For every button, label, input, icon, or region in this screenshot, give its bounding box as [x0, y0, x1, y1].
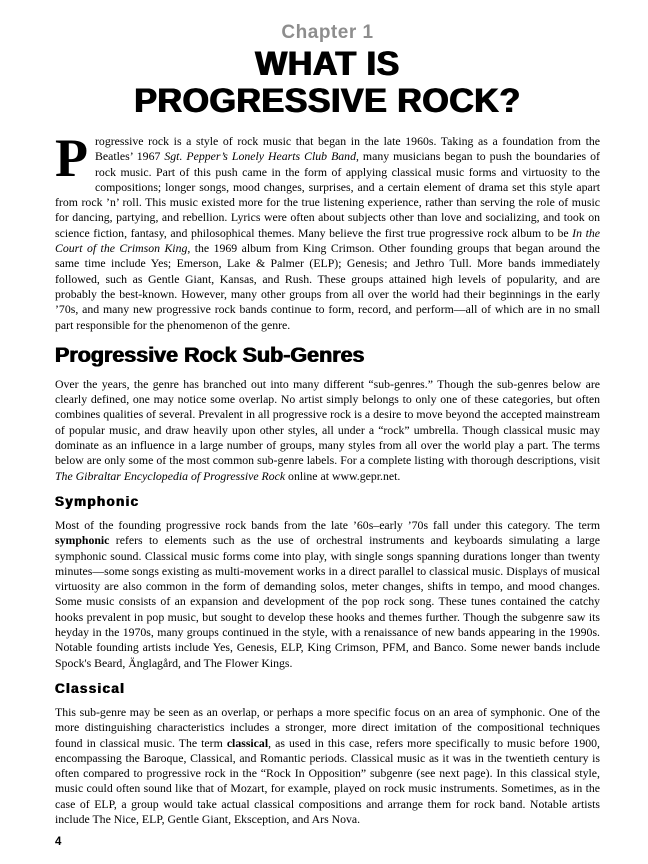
- text-segment: The Gibraltar Encyclopedia of Progressive Rock: [55, 468, 286, 483]
- text-segment: classical: [226, 735, 269, 750]
- text-segment: In the Court of the Crimson King: [55, 225, 600, 256]
- section-heading-subgenres: Progressive Rock Sub-Genres: [55, 342, 365, 367]
- text-segment: Most of the founding progressive rock bands from the late ’60s–early ’70s fall under this category. The term: [55, 517, 600, 532]
- title-line-1: WHAT IS: [255, 45, 400, 83]
- subgenres-paragraph: [55, 377, 600, 484]
- symphonic-paragraph: [55, 518, 600, 671]
- intro-text: [55, 128, 600, 332]
- text-segment: This sub-genre may be seen as an overlap, or perhaps a more specific focus on an area of symphonic. One of the more distinguishing characteristics includes a stronger, more direct imitation of the compositional techniques found in classical music. The term: [55, 704, 600, 750]
- subsection-heading-symphonic: Symphonic: [55, 493, 140, 509]
- page-title: [55, 46, 600, 120]
- classical-paragraph: [55, 705, 600, 827]
- text-segment: , as used in this case, refers more specifically to music before 1900, encompassing the Baroque, Classical, and Romantic periods. Classical music as it was in the twentieth century is often compared to progressive rock in the “Rock In Opposition” subgenre (see next page). In this classical style, music could often sound like that of Mozart, for example, played on rock music instruments. Sometimes, as in the case of ELP, a group would take actual classical compositions and arrange them for rock band. Notable artists include The Nice, ELP, Gentle Giant, Eksception, and Ars Nova.: [55, 735, 600, 826]
- text-segment: , the 1969 album from King Crimson. Other founding groups that began around the same time include Yes; Emerson, Lake & Palmer (ELP); Genesis; and Jethro Tull. More bands immediately followed, such as Gentle Giant, Kansas, and Rush. These groups attained high levels of popularity, and are probably the best-known. However, many other groups from all over the world had their beginnings in the early ’70s, and many new progressive rock bands continue to form, record, and perform—all of which are in no small part responsible for the phenomenon of the genre.: [55, 241, 600, 332]
- title-line-2: PROGRESSIVE ROCK?: [134, 82, 521, 120]
- chapter-label: Chapter 1: [281, 22, 374, 43]
- intro-paragraph: [55, 128, 600, 333]
- text-segment: , many musicians began to push the boundaries of rock music. Part of this push came in the form of applying classical music forms and virtuosity to the compositions; longer songs, mood changes, surprises, and a certain element of drama set this style apart from rock ’n’ roll. This music existed more for the true listening experience, rather than serving the role of music for dancing, partying, and rebellion. Lyrics were often about subjects other than love and socializing, and took on science fiction, fantasy, and philosophical themes. Many believe the first true progressive rock album to be: [55, 149, 600, 240]
- text-segment: Sgt. Pepper’s Lonely Hearts Club Band: [164, 149, 356, 164]
- text-segment: symphonic: [55, 533, 110, 548]
- text-segment: Over the years, the genre has branched out into many different “sub-genres.” Though the sub-genres below are clearly defined, one may notice some overlap. No artist simply belongs to only one of these categories, but often combines qualities of several. Prevalent in all progressive rock is a desire to move beyond the accepted mainstream of popular music, and draw heavily upon other styles, all under a “rock” umbrella. Though classical music may dominate as an influence in a large number of groups, many styles from all over the world play a part. The terms below are only some of the most common sub-genre labels. For a complete listing with thorough descriptions, visit: [55, 376, 600, 468]
- text-segment: refers to elements such as the use of orchestral instruments and keyboards simulating a large symphonic sound. Classical music forms come into play, with single songs spanning durations longer than twenty minutes—some songs existing as multi-movement works in a direct parallel to classical music. Displays of musical virtuosity are also common in the form of demanding solos, meter changes, shifts in tempo, and mood changes. Some music consists of an expansion and development of the pop rock song. These tunes contained the catchy hooks prevalent in pop music, but sought to develop these hooks and themes further. Though the subgenre saw its heyday in the 1970s, many groups continued in the style, with a renaissance of new bands appearing in the 1990s. Notable founding artists include Yes, Genesis, ELP, King Crimson, PFM, and Banco. Some newer bands include Spock's Beard, Änglagård, and The Flower Kings.: [55, 533, 600, 670]
- page-number: 4: [55, 836, 62, 848]
- subsection-heading-classical: Classical: [55, 680, 126, 696]
- text-segment: online at www.gepr.net.: [285, 468, 401, 483]
- drop-cap: P: [55, 128, 88, 188]
- text-segment: rogressive rock is a style of rock music that began in the late 1960s. Taking as a foundation from the Beatles’ 1967: [95, 134, 600, 164]
